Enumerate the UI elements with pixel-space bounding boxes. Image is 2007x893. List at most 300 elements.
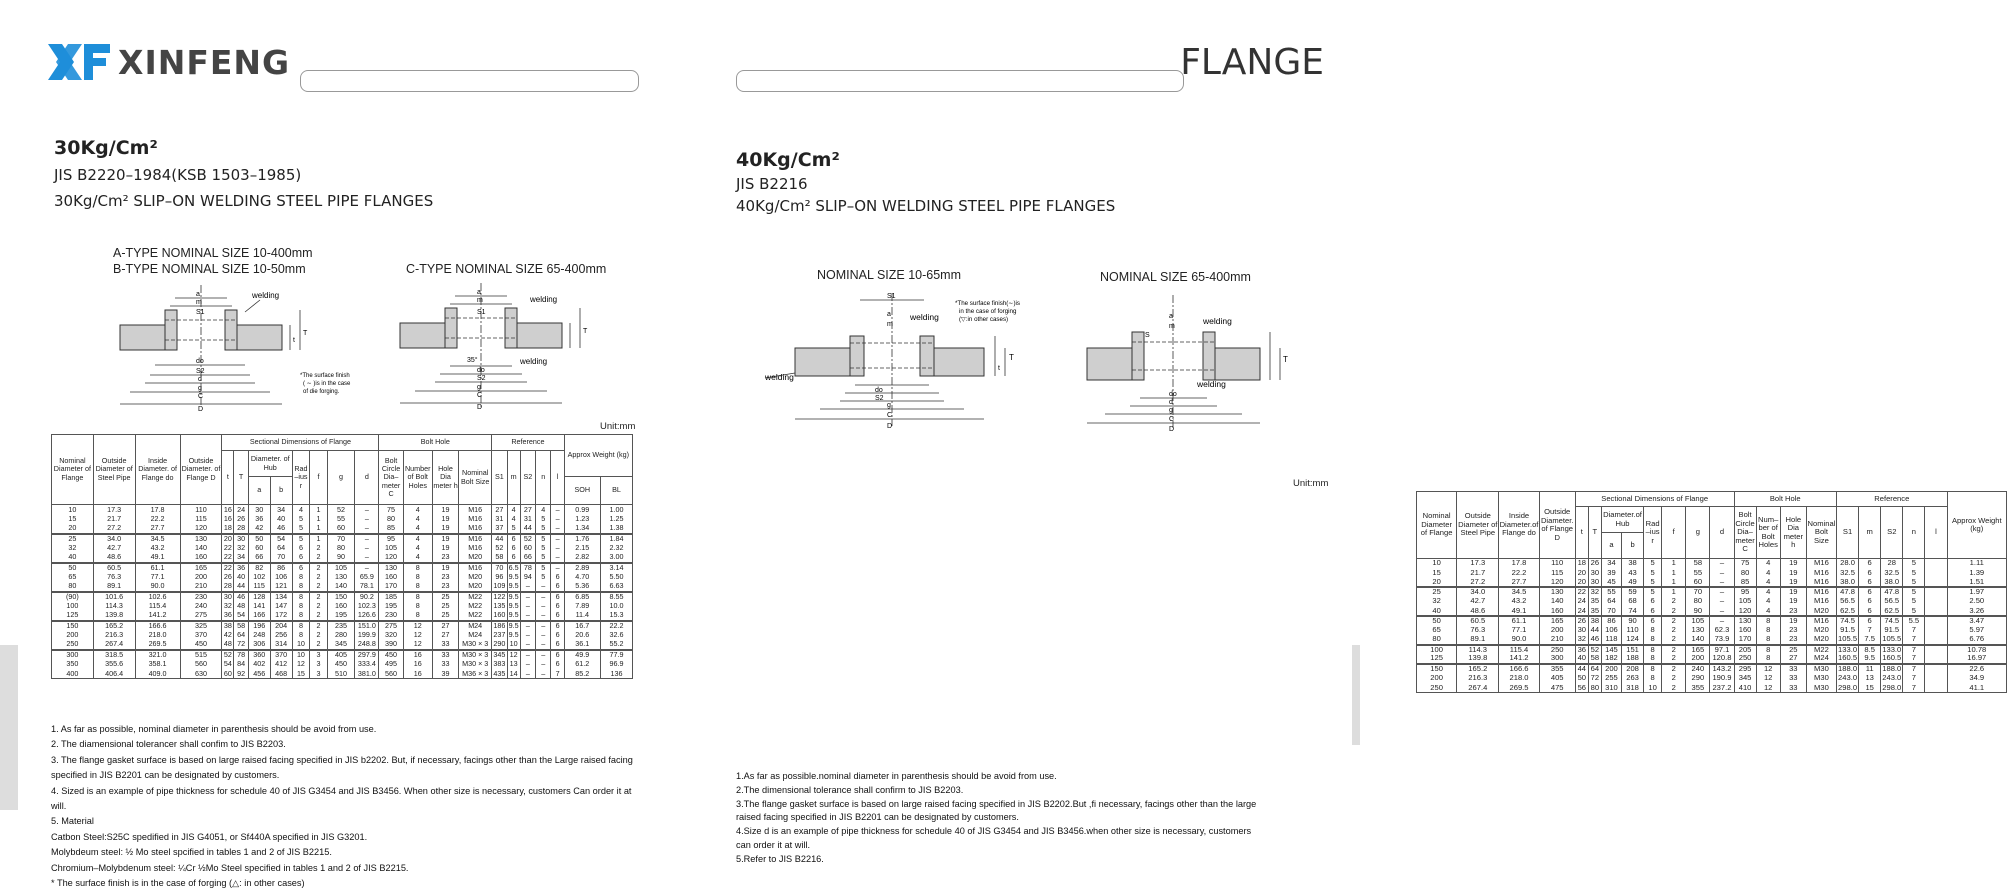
table-row [52, 621, 633, 631]
table-cell: – [520, 611, 535, 621]
table-cell [1925, 597, 1947, 607]
table-cell: 5 [536, 572, 551, 582]
table-cell: 42.7 [93, 543, 135, 553]
table-cell: 16.97 [1947, 654, 2006, 664]
table-cell: 208 [1622, 664, 1644, 674]
table-row [52, 611, 633, 621]
table-cell: 4 [507, 505, 520, 515]
table-cell: 22.6 [1947, 664, 2006, 674]
table-cell: 6 [551, 572, 564, 582]
table-cell: 450 [327, 660, 354, 670]
table-cell: 70 [270, 553, 292, 563]
table-cell: 10 [292, 650, 310, 660]
col-n: n [536, 451, 551, 505]
table-cell: 2 [1662, 606, 1686, 616]
right-spec-table [1416, 491, 2007, 693]
table-cell: 38 [1622, 559, 1644, 569]
table-cell: 90.0 [135, 582, 180, 592]
table-cell: 130 [379, 563, 403, 573]
note-line: 2.The dimensional tolerance shall confirm to JIS B2203. [736, 784, 964, 795]
table-cell: 130 [1734, 616, 1756, 626]
table-cell: 80 [379, 514, 403, 524]
col-rad: Rad –ius r [1644, 507, 1662, 559]
table-cell: 12 [403, 630, 432, 640]
table-cell: 49 [1622, 578, 1644, 588]
table-cell: 26 [1588, 559, 1601, 569]
table-cell: 143.2 [1710, 664, 1734, 674]
table-cell: 38 [1588, 616, 1601, 626]
table-cell: M30 × 3 [459, 660, 492, 670]
table-cell: 6 [507, 553, 520, 563]
table-cell: 12 [507, 650, 520, 660]
table-cell: 141 [248, 601, 270, 611]
table-cell: 4 [403, 505, 432, 515]
table-cell: 218.0 [1499, 674, 1539, 684]
table-cell: 150 [327, 592, 354, 602]
table-cell: 70 [1601, 606, 1621, 616]
table-cell: 250 [52, 640, 94, 650]
table-cell: 2.82 [564, 553, 600, 563]
table-cell: 297.9 [355, 650, 379, 660]
table-cell: 73.9 [1710, 635, 1734, 645]
table-cell: 4 [1756, 597, 1780, 607]
col-diam-hub: Diameter. of Hub [248, 451, 292, 477]
table-cell: 15.3 [600, 611, 632, 621]
table-cell: 24 [1575, 597, 1588, 607]
table-cell: 6 [507, 534, 520, 544]
table-cell: 10.78 [1947, 645, 2006, 655]
table-cell: 16 [222, 514, 234, 524]
table-cell: 7 [1903, 635, 1925, 645]
col-s1: S1 [492, 451, 507, 505]
table-cell: 290 [1686, 674, 1710, 684]
table-cell: – [551, 505, 564, 515]
table-cell: 40 [1575, 654, 1588, 664]
table-cell: 34.5 [1499, 587, 1539, 597]
table-cell: 2 [1662, 683, 1686, 693]
table-cell [1925, 664, 1947, 674]
table-cell: 76.3 [1457, 626, 1499, 636]
table-cell: 25 [432, 611, 458, 621]
table-cell: 5 [1903, 568, 1925, 578]
table-cell: 218.0 [135, 630, 180, 640]
table-cell: 74 [1622, 606, 1644, 616]
table-cell: 19 [432, 543, 458, 553]
table-cell: 19 [1780, 587, 1806, 597]
table-cell: 410 [1734, 683, 1756, 693]
surface-note-2: ( ∼ )is in the case [303, 381, 351, 387]
table-cell: 4 [403, 524, 432, 534]
table-cell: 33 [432, 650, 458, 660]
table-cell: 21.7 [93, 514, 135, 524]
table-cell: 4 [403, 534, 432, 544]
table-cell: 1.38 [600, 524, 632, 534]
table-cell: 165 [1539, 616, 1575, 626]
table-cell: 97.1 [1710, 645, 1734, 655]
table-cell: M30 × 3 [459, 640, 492, 650]
svg-text:a: a [887, 311, 891, 318]
col-T: T [234, 451, 248, 505]
table-cell: 5 [536, 524, 551, 534]
table-cell: 60 [222, 669, 234, 679]
table-cell: 1.97 [1947, 587, 2006, 597]
table-cell: 1.00 [600, 505, 632, 515]
table-cell: 355 [1686, 683, 1710, 693]
table-row [52, 640, 633, 650]
table-cell: 2 [310, 553, 328, 563]
col-rad: Rad –ius r [292, 451, 310, 505]
table-cell: 5 [536, 563, 551, 573]
table-cell [1925, 568, 1947, 578]
table-cell: 56.5 [1837, 597, 1859, 607]
table-cell: 30 [1588, 568, 1601, 578]
table-cell: 2 [310, 582, 328, 592]
table-cell: 128 [248, 592, 270, 602]
table-cell: 36 [234, 563, 248, 573]
col-diam-hub: Diameter.of Hub [1601, 507, 1643, 533]
table-cell: 515 [180, 650, 222, 660]
table-cell: 195 [327, 611, 354, 621]
table-cell: 19 [1780, 616, 1806, 626]
note-line: specified in JIS B2201 can be designated by customers. [51, 770, 280, 781]
svg-text:t: t [293, 337, 295, 344]
table-cell: 5 [536, 514, 551, 524]
table-cell: 19 [432, 563, 458, 573]
col-outside-flange: Outside Diameter. of Flange D [180, 435, 222, 505]
table-cell: 34.0 [1457, 587, 1499, 597]
svg-text:t: t [998, 365, 1000, 372]
table-cell: 48 [234, 601, 248, 611]
table-cell: 8 [403, 563, 432, 573]
table-cell: 60 [248, 543, 270, 553]
table-cell: 383 [493, 659, 506, 669]
table-cell: 350 [52, 660, 94, 670]
col-nominal-bolt: Nominal Bolt Size [459, 451, 492, 505]
table-cell: – [520, 650, 535, 660]
table-cell: 120 [379, 553, 403, 563]
table-cell: M22 [459, 601, 492, 611]
table-cell: 318 [1622, 683, 1644, 693]
table-cell: 32 [234, 543, 248, 553]
svg-text:C: C [1169, 416, 1175, 423]
table-cell: 33 [1780, 683, 1806, 693]
table-cell: 62.5 [1881, 606, 1903, 616]
table-cell: 140 [180, 543, 222, 553]
col-s2: S2 [520, 451, 535, 505]
table-cell: 95 [379, 534, 403, 544]
table-cell: 15 [292, 669, 310, 679]
svg-text:m: m [1169, 323, 1175, 330]
table-cell: 33 [432, 640, 458, 650]
note-line: 1. As far as possible, nominal diameter in parenthesis should be avoid from use. [51, 724, 377, 734]
table-cell: 235 [327, 621, 354, 631]
table-cell: 8 [1644, 654, 1662, 664]
table-cell: 230 [379, 611, 403, 621]
table-cell: 200 [1686, 654, 1710, 664]
table-cell: 18 [1575, 559, 1588, 569]
col-nominal: Nominal Diameter of Flange [1417, 492, 1457, 559]
table-cell: 56 [1575, 683, 1588, 693]
col-m: m [1859, 507, 1881, 559]
table-cell: 298.0 [1882, 682, 1902, 692]
table-cell: 90.2 [355, 592, 379, 602]
table-cell: 17.3 [93, 505, 135, 515]
table-cell: M20 [1806, 626, 1836, 636]
table-cell: 1 [1662, 568, 1686, 578]
table-cell: 6 [1859, 606, 1881, 616]
table-cell: 4 [403, 553, 432, 563]
table-cell: 91.5 [1837, 626, 1859, 636]
svg-text:g: g [477, 384, 481, 391]
table-cell: 9.5 [508, 610, 519, 620]
table-cell: 33 [1780, 674, 1806, 684]
svg-text:do: do [477, 367, 485, 374]
table-cell: – [536, 660, 551, 670]
table-cell: 468 [270, 669, 292, 679]
table-cell: 151.0 [355, 621, 379, 631]
col-T: T [1588, 507, 1601, 559]
svg-text:do: do [196, 358, 204, 365]
table-cell: 5.5 [1903, 616, 1925, 626]
svg-text:welding: welding [1203, 316, 1232, 326]
table-cell: 133.0 [1882, 644, 1902, 654]
table-cell: 58 [1686, 559, 1710, 569]
table-cell: 52 [222, 650, 234, 660]
table-cell: 6 [551, 592, 564, 602]
table-cell: M20 [1806, 635, 1836, 645]
table-cell: 9.5 [508, 601, 519, 611]
left-spec-table [51, 434, 633, 679]
table-cell: 8 [292, 601, 310, 611]
table-cell: 5.36 [564, 582, 600, 592]
table-cell: 30 [222, 592, 234, 602]
table-cell: 6 [1644, 597, 1662, 607]
table-cell: 151 [1622, 645, 1644, 655]
note-line: 3. The flange gasket surface is based on large raised facing specified in JIS b2202. But, if necessary, facings other than the Large raised facing [51, 754, 633, 765]
table-cell: 188.0 [1882, 664, 1902, 674]
table-cell: 109 [493, 581, 506, 591]
table-cell: 58 [492, 553, 507, 563]
table-cell: 22 [222, 543, 234, 553]
table-cell: 20 [1575, 578, 1588, 588]
table-cell: 27.7 [1499, 578, 1539, 588]
note-line: will. [51, 801, 67, 812]
table-cell: 31 [492, 514, 507, 524]
table-cell: 3 [310, 660, 328, 670]
table-cell: 165 [180, 563, 222, 573]
table-cell: 46 [234, 592, 248, 602]
table-cell: – [1710, 606, 1734, 616]
table-cell: 2 [310, 601, 328, 611]
table-cell: 310 [1601, 683, 1621, 693]
col-t: t [222, 451, 234, 505]
table-cell: – [355, 553, 379, 563]
table-cell: 20 [1417, 578, 1457, 588]
table-cell: 8 [1644, 626, 1662, 636]
table-cell: 22.2 [600, 621, 632, 631]
table-cell: M16 [459, 505, 492, 515]
table-cell: 2.89 [564, 563, 600, 573]
table-cell: 1.51 [1947, 578, 2006, 588]
table-cell: 7.5 [1859, 635, 1881, 645]
table-cell: 5 [292, 514, 310, 524]
table-row [52, 553, 633, 563]
table-cell: M16 [1806, 578, 1836, 588]
col-f: f [1662, 507, 1686, 559]
svg-text:D: D [477, 404, 483, 411]
table-cell: 100 [1417, 645, 1457, 655]
table-cell: 20.6 [564, 630, 600, 640]
table-cell: 4 [507, 514, 520, 524]
col-sectional: Sectional Dimensions of Flange [222, 435, 379, 451]
table-cell: 1.76 [564, 534, 600, 544]
table-cell: 19 [432, 505, 458, 515]
col-g: g [327, 451, 354, 505]
table-cell: 54 [270, 534, 292, 544]
table-cell: 110 [1622, 626, 1644, 636]
table-cell: 8 [292, 572, 310, 582]
table-cell: 126.6 [355, 611, 379, 621]
table-cell: 130 [180, 534, 222, 544]
table-cell: 6.5 [508, 562, 519, 572]
table-cell: 1.34 [564, 524, 600, 534]
table-cell: – [536, 621, 551, 631]
table-cell: 200 [1601, 664, 1621, 674]
table-cell: 6 [551, 660, 564, 670]
surface-note-2: in the case of forging [959, 308, 1017, 315]
table-cell: 27 [1780, 654, 1806, 664]
brand-name: XINFENG [118, 42, 291, 82]
table-cell: – [536, 592, 551, 602]
table-cell: 6 [1859, 587, 1881, 597]
col-weight: Approx Weight (kg) [564, 435, 632, 477]
table-cell: 19 [1780, 597, 1806, 607]
table-cell: 3.47 [1947, 616, 2006, 626]
col-s2: S2 [1881, 507, 1903, 559]
table-cell: 5.50 [600, 572, 632, 582]
col-num-bolt: Number of Bolt Holes [403, 451, 432, 505]
table-cell: – [1710, 616, 1734, 626]
table-cell: 19 [432, 534, 458, 544]
table-cell: 1 [310, 514, 328, 524]
table-cell: M16 [1806, 559, 1836, 569]
table-row [52, 534, 633, 544]
table-cell: 75 [379, 505, 403, 515]
table-cell: 13 [1859, 674, 1881, 684]
table-cell: 8 [292, 582, 310, 592]
table-cell: 115 [1539, 568, 1575, 578]
table-cell: 5 [507, 524, 520, 534]
table-cell: 435 [493, 668, 506, 678]
table-cell [1925, 616, 1947, 626]
table-cell: 30 [248, 505, 270, 515]
table-cell: 118 [1601, 635, 1621, 645]
note-line: 4.Size d is an example of pipe thickness for schedule 40 of JIS G3454 and JIS B3456.when other size is necessary, customers [736, 826, 1252, 837]
table-cell: 318.5 [93, 650, 135, 660]
table-cell: 381.0 [355, 669, 379, 679]
table-cell: M16 [1806, 587, 1836, 597]
table-cell: 3 [310, 650, 328, 660]
table-cell: 31 [520, 514, 535, 524]
table-cell: 240 [180, 601, 222, 611]
table-cell: 9.5 [508, 630, 519, 640]
table-cell: – [520, 630, 535, 640]
table-cell: 130 [1686, 626, 1710, 636]
table-cell: 5 [536, 553, 551, 563]
table-cell: 145 [1601, 645, 1621, 655]
table-cell: 44 [492, 534, 507, 544]
table-cell: 80 [1734, 568, 1756, 578]
table-cell: 314 [270, 640, 292, 650]
table-cell: 182 [1601, 654, 1621, 664]
table-row [52, 524, 633, 534]
note-line: can order it at will. [736, 839, 811, 850]
table-cell: 10 [1644, 683, 1662, 693]
table-cell: 5 [1903, 606, 1925, 616]
right-table-body [1417, 559, 2007, 693]
table-cell: – [1710, 578, 1734, 588]
table-cell: 5 [1903, 597, 1925, 607]
table-cell: 49.9 [564, 650, 600, 660]
note-line: 4. Sized is an example of pipe thickness for schedule 40 of JIS G3454 and JIS B3456. When other size is necessary, customers Can order it at [51, 785, 632, 796]
svg-text:welding: welding [910, 312, 939, 322]
table-cell: 27 [492, 505, 507, 515]
table-cell: 20 [52, 524, 94, 534]
table-cell: 10 [1417, 559, 1457, 569]
table-cell: 360 [248, 650, 270, 660]
table-cell: 32 [1417, 597, 1457, 607]
table-row [1417, 616, 2007, 626]
table-cell: 120 [180, 524, 222, 534]
table-cell: 35 [1588, 606, 1601, 616]
table-cell: 68 [1622, 597, 1644, 607]
section-subtitle: 40Kg/Cm² SLIP–ON WELDING STEEL PIPE FLANGES [736, 197, 1116, 215]
svg-text:m: m [196, 299, 202, 306]
table-cell: 7.89 [564, 601, 600, 611]
svg-text:a: a [1169, 313, 1173, 320]
table-cell: 105 [379, 543, 403, 553]
table-cell: 9.5 [1859, 654, 1881, 664]
table-cell: 9.5 [508, 621, 519, 631]
table-cell: 27 [432, 621, 458, 631]
table-cell: 135 [493, 601, 506, 611]
col-weight: Approx Weight (kg) [1947, 492, 2006, 559]
table-cell: 34 [1601, 559, 1621, 569]
table-cell: 23 [432, 553, 458, 563]
table-cell: 74.5 [1881, 616, 1903, 626]
table-cell: 32 [52, 543, 94, 553]
table-cell: 133.0 [1838, 644, 1858, 654]
table-cell: 65 [1417, 626, 1457, 636]
table-cell: 84 [234, 660, 248, 670]
table-cell [1925, 645, 1947, 655]
note-line: 1.As far as possible.nominal diameter in parenthesis should be avoid from use. [736, 771, 1057, 781]
col-reference: Reference [492, 435, 565, 451]
table-cell: 1.11 [1947, 559, 2006, 569]
table-row [1417, 578, 2007, 588]
table-cell: 8 [292, 630, 310, 640]
table-cell: 6 [551, 582, 564, 592]
svg-text:welding: welding [1197, 379, 1226, 389]
svg-text:C: C [198, 393, 204, 400]
table-cell: 60.5 [93, 563, 135, 573]
table-cell: M16 [1806, 597, 1836, 607]
table-cell: 2 [1662, 664, 1686, 674]
note-line: 5.Refer to JIS B2216. [736, 853, 824, 864]
table-row [52, 669, 633, 679]
table-cell: 115 [248, 582, 270, 592]
table-cell: – [551, 543, 564, 553]
